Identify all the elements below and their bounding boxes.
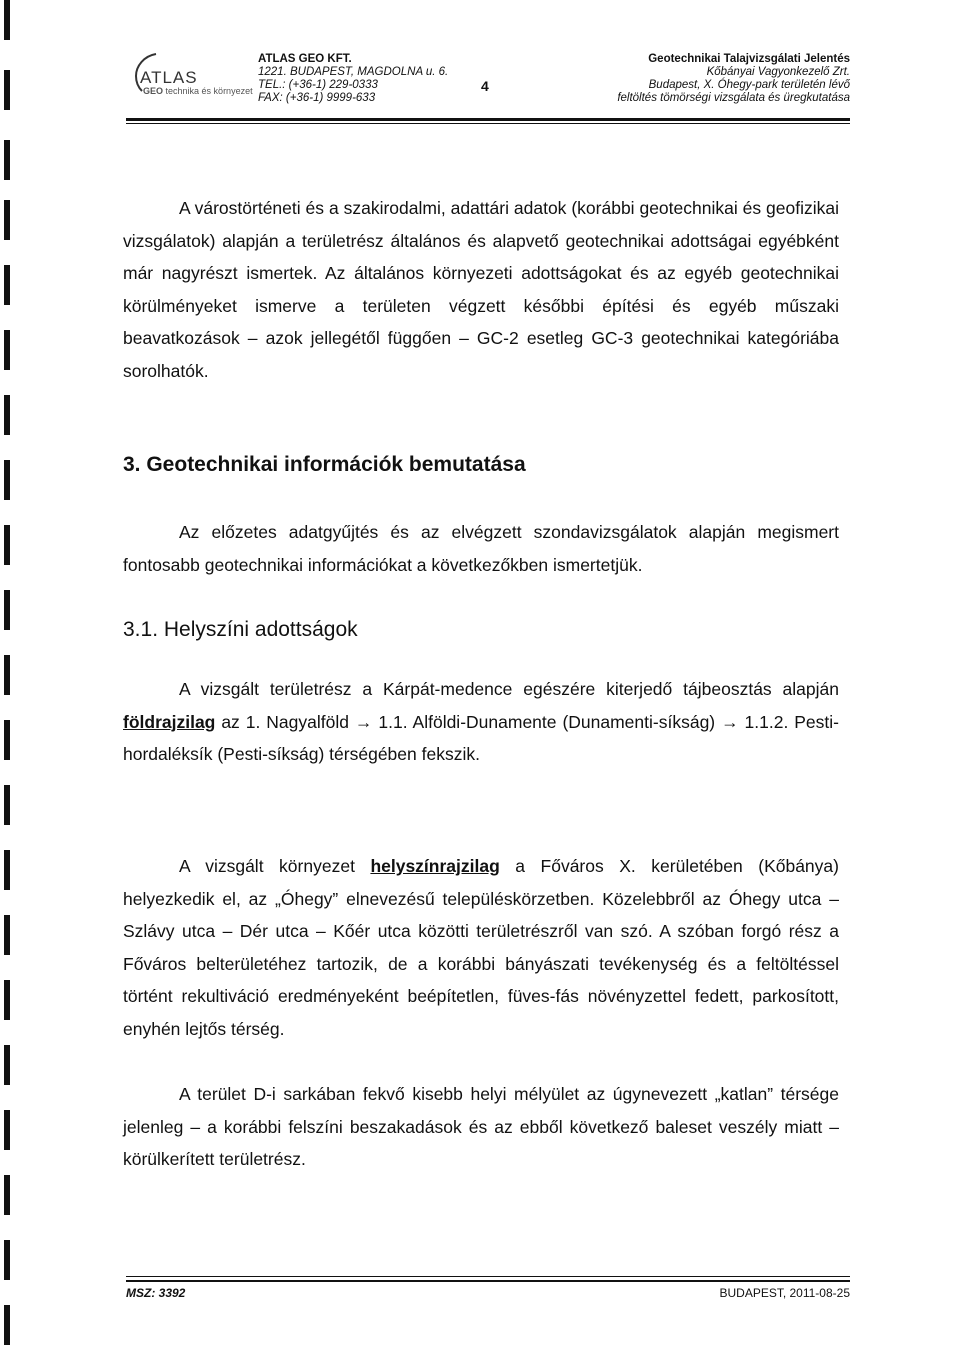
footer-divider <box>126 1276 850 1277</box>
footer-standard: MSZ: 3392 <box>126 1286 186 1300</box>
report-title: Geotechnikai Talajvizsgálati Jelentés <box>648 53 850 65</box>
report-scope: feltöltés tömörségi vizsgálata és üregkutatása <box>617 92 850 104</box>
binder-mark <box>4 915 10 955</box>
binder-mark <box>4 850 10 890</box>
paragraph-section-intro: Az előzetes adatgyűjtés és az elvégzett szondavizsgálatok alapján megismert fontosabb geotechnikai információkat a következőkben ismertetjük. <box>123 522 839 575</box>
footer-divider <box>126 1280 850 1282</box>
binder-mark <box>4 1240 10 1280</box>
binder-mark <box>4 395 10 435</box>
paragraph-geography: A vizsgált területrész a Kárpát-medence egészére kiterjedő tájbeosztás alapján földrajzilag az 1. Nagyalföld → 1.1. Alföldi-Dunamente (Dunamenti-síkság) → 1.1.2. Pesti-hordaléksík (Pesti-síkság) térségében fekszik. <box>123 679 839 764</box>
footer-place-date: BUDAPEST, 2011-08-25 <box>719 1286 850 1300</box>
report-site: Budapest, X. Óhegy-park területén lévő <box>648 79 850 91</box>
company-tel: TEL.: (+36-1) 229-0333 <box>258 79 378 91</box>
binder-mark <box>4 330 10 370</box>
company-name: ATLAS GEO KFT. <box>258 53 352 65</box>
binder-mark <box>4 1045 10 1085</box>
report-client: Kőbányai Vagyonkezelő Zrt. <box>706 66 850 78</box>
binder-mark <box>4 200 10 240</box>
section-heading: 3. Geotechnikai információk bemutatása <box>123 453 526 476</box>
binder-mark <box>4 70 10 110</box>
binder-mark <box>4 140 10 180</box>
binder-mark <box>4 1305 10 1345</box>
company-fax: FAX: (+36-1) 9999-633 <box>258 92 376 104</box>
binder-mark <box>4 265 10 305</box>
header-divider <box>126 123 850 124</box>
binder-mark <box>4 720 10 760</box>
binder-mark <box>4 980 10 1020</box>
paragraph-location: A vizsgált környezet helyszínrajzilag a Főváros X. kerületében (Kőbánya) helyezkedik el, az „Óhegy” elnevezésű településkörzetben. Közelebbről az Óhegy utca – Szlávy utca – Dér utca – Kőér utca közötti területrészről van szó. A szóban forgó rész a Főváros belterületéhez tartozik, de a korábbi bányászati tevékenység és a feltöltéssel történt rekultiváció eredményeként beépítetlen, füves-fás növényzettel fedett, parkosított, enyhén lejtős térség. <box>123 856 839 1039</box>
report-info-block <box>550 53 850 105</box>
binder-mark <box>4 655 10 695</box>
emphasis-underlined: földrajzilag <box>123 711 216 732</box>
binder-mark <box>4 0 10 40</box>
binder-mark <box>4 460 10 500</box>
binder-mark <box>4 525 10 565</box>
logo-wordmark: ATLAS <box>140 68 198 87</box>
logo-subtext: GEO technika és környezet <box>143 86 253 96</box>
paragraph-intro: A várostörténeti és a szakirodalmi, adattári adatok (korábbi geotechnikai és geofizikai vizsgálatok) alapján a területrész általános és alapvető geotechnikai adottságai egyébként már nagyrészt ismertek. Az általános környezeti adottságokat és az egyéb geotechnikai körülményeket ismerve a területen végzett későbbi építési és egyéb műszaki beavatkozások – azok jellegétől függően – GC-2 esetleg GC-3 geotechnikai kategóriába sorolhatók. <box>123 198 839 381</box>
page-number: 4 <box>481 78 489 94</box>
company-contact-block <box>258 53 448 105</box>
subsection-heading: 3.1. Helyszíni adottságok <box>123 618 358 641</box>
binder-mark <box>4 785 10 825</box>
emphasis-underlined: helyszínrajzilag <box>370 856 500 876</box>
binder-mark <box>4 590 10 630</box>
binder-mark <box>4 1175 10 1215</box>
paragraph-katlan: A terület D-i sarkában fekvő kisebb helyi mélyület az úgynevezett „katlan” térsége jelenleg – a korábbi felszíni beszakadások és az ebből következő baleset veszély miatt – körülkerített területrész. <box>123 1084 839 1169</box>
company-address: 1221. BUDAPEST, MAGDOLNA u. 6. <box>258 66 449 78</box>
binder-mark <box>4 1110 10 1150</box>
header-divider <box>126 118 850 121</box>
